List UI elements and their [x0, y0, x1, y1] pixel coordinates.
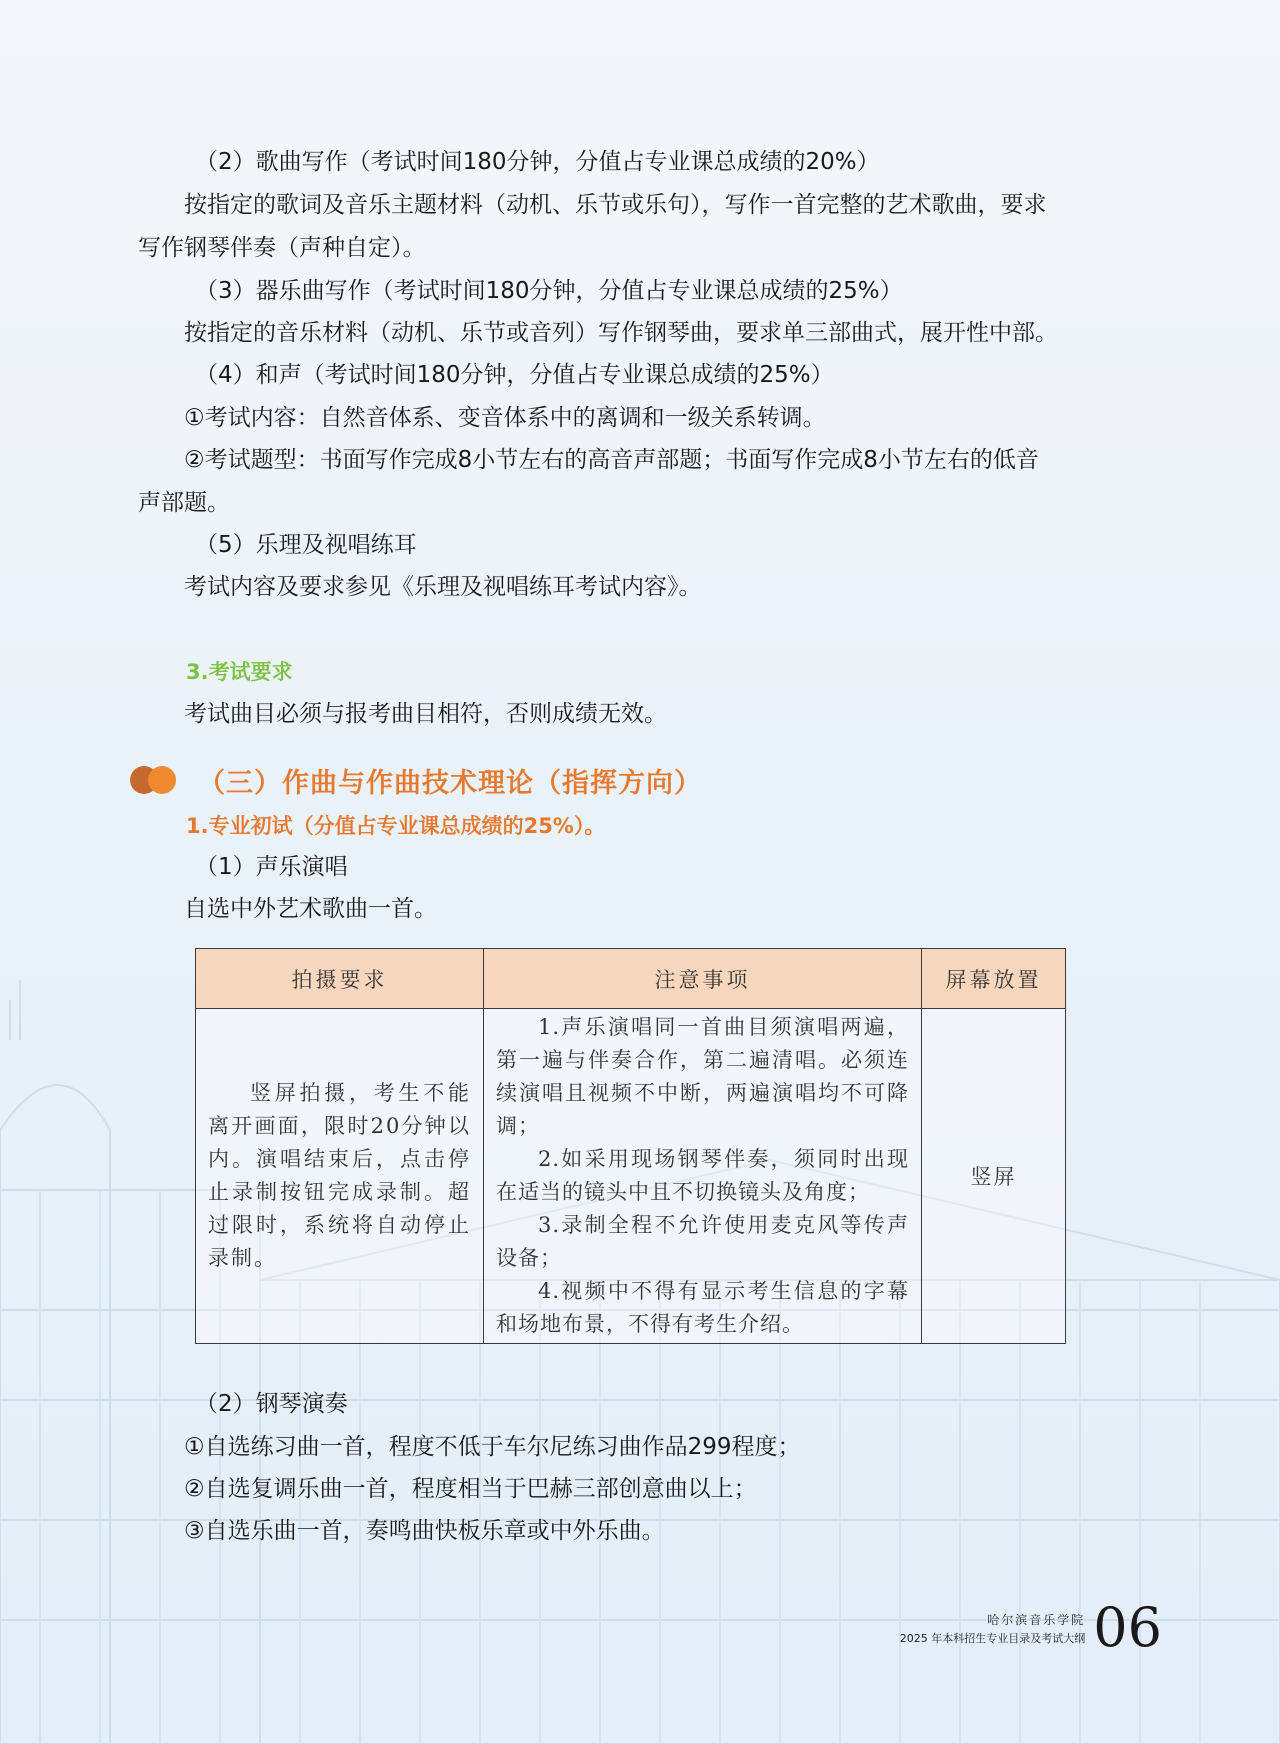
- exam-requirements-text: 考试曲目必须与报考曲目相符，否则成绩无效。: [184, 701, 667, 727]
- table-row: [196, 1009, 1066, 1344]
- instrumental-writing-desc: 按指定的音乐材料（动机、乐节或音列）写作钢琴曲，要求单三部曲式，展开性中部。: [184, 320, 1058, 346]
- item-song-writing: （2）歌曲写作（考试时间180分钟，分值占专业课总成绩的20%）: [195, 149, 880, 175]
- harmony-question-type-1: ②考试题型：书面写作完成8小节左右的高音声部题；书面写作完成8小节左右的低音: [184, 447, 1039, 473]
- harmony-content: ①考试内容：自然音体系、变音体系中的离调和一级关系转调。: [184, 405, 826, 431]
- header-notes: 注意事项: [484, 949, 922, 1009]
- piano-req-1: ①自选练习曲一首，程度不低于车尔尼练习曲作品299程度；: [184, 1434, 801, 1460]
- vocal-desc: 自选中外艺术歌曲一首。: [184, 896, 437, 922]
- note-item: 3.录制全程不允许使用麦克风等传声设备；: [496, 1213, 909, 1270]
- header-shooting: 拍摄要求: [196, 949, 484, 1009]
- solfege-desc: 考试内容及要求参见《乐理及视唱练耳考试内容》。: [184, 574, 702, 600]
- recording-requirements-table: [195, 948, 1066, 1344]
- item-instrumental-writing: （3）器乐曲写作（考试时间180分钟，分值占专业课总成绩的25%）: [195, 278, 903, 304]
- item-vocal: （1）声乐演唱: [195, 854, 348, 880]
- section-title: （三）作曲与作曲技术理论（指挥方向）: [198, 767, 702, 799]
- shooting-text: 竖屏拍摄，考生不能离开画面，限时20分钟以内。演唱结束后，点击停止录制按钮完成录制。超过限时，系统将自动停止录制。: [208, 1081, 471, 1270]
- note-item: 4.视频中不得有显示考生信息的字幕和场地布景，不得有考生介绍。: [496, 1279, 909, 1336]
- note-item: 1.声乐演唱同一首曲目须演唱两遍，第一遍与伴奏合作，第二遍清唱。必须连续演唱且视频不中断，两遍演唱均不可降调；: [496, 1015, 909, 1138]
- cell-notes: [484, 1009, 922, 1344]
- preliminary-exam-heading: 1.专业初试（分值占专业课总成绩的25%）。: [186, 814, 606, 838]
- cell-shooting: [196, 1009, 484, 1344]
- section-heading: [130, 760, 702, 800]
- item-harmony: （4）和声（考试时间180分钟，分值占专业课总成绩的25%）: [195, 362, 834, 388]
- section-bullet-icon: [130, 764, 180, 796]
- table-header-row: [196, 949, 1066, 1009]
- header-screen: 屏幕放置: [922, 949, 1066, 1009]
- item-solfege: （5）乐理及视唱练耳: [195, 532, 417, 558]
- piano-req-2: ②自选复调乐曲一首，程度相当于巴赫三部创意曲以上；: [184, 1476, 757, 1502]
- exam-requirements-heading: 3.考试要求: [186, 660, 293, 684]
- song-writing-desc-1: 按指定的歌词及音乐主题材料（动机、乐节或乐句），写作一首完整的艺术歌曲，要求: [184, 192, 1047, 218]
- footer-subtitle: 2025 年本科招生专业目录及考试大纲: [899, 1631, 1086, 1645]
- note-item: 2.如采用现场钢琴伴奏，须同时出现在适当的镜头中且不切换镜头及角度；: [496, 1147, 909, 1204]
- cell-screen: 竖屏: [922, 1009, 1066, 1344]
- piano-req-3: ③自选乐曲一首，奏鸣曲快板乐章或中外乐曲。: [184, 1518, 665, 1544]
- page-number: 06: [1093, 1596, 1162, 1659]
- item-piano: （2）钢琴演奏: [195, 1391, 348, 1417]
- page-footer: [899, 1596, 1162, 1659]
- footer-school-name: 哈尔滨音乐学院: [987, 1612, 1086, 1627]
- harmony-question-type-2: 声部题。: [138, 490, 230, 516]
- song-writing-desc-2: 写作钢琴伴奏（声种自定）。: [138, 235, 426, 261]
